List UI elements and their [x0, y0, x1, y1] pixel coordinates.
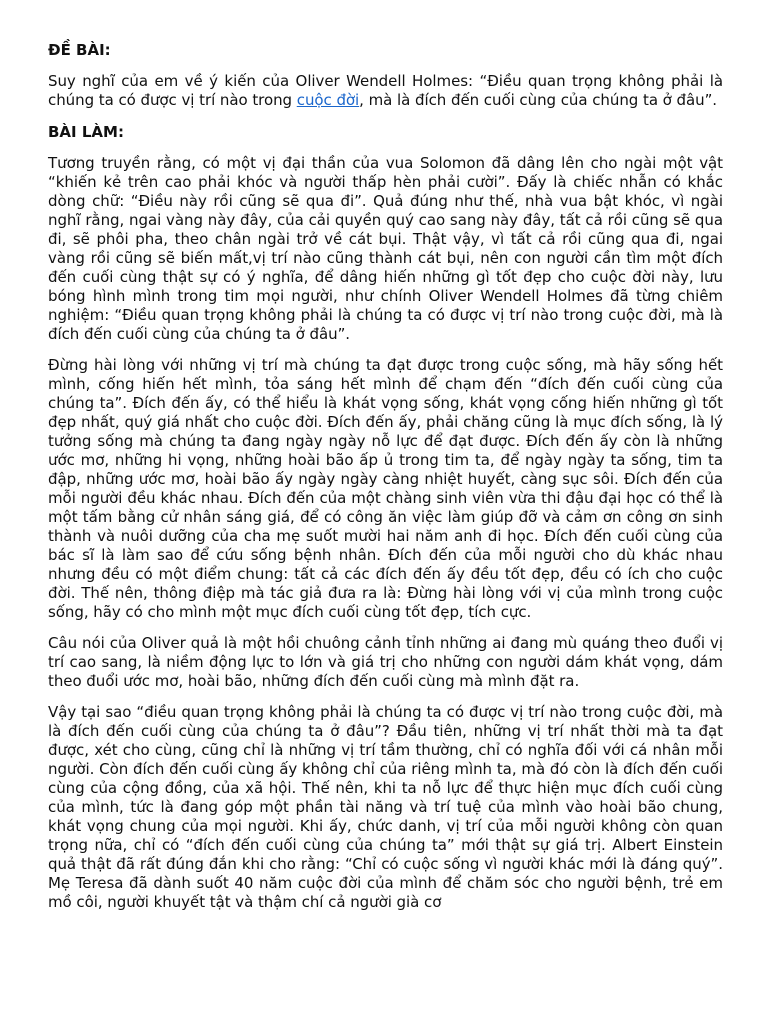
prompt-text-before-link: Suy nghĩ của em về ý kiến của Oliver Wendell Holmes: “Điều quan trọng không phải là chúng ta có được vị trí nào trong	[48, 72, 723, 109]
heading-de-bai: ĐỀ BÀI:	[48, 41, 111, 59]
prompt-text-after-link: , mà là đích đến cuối cùng của chúng ta ở đâu”.	[359, 91, 718, 109]
prompt-paragraph	[48, 72, 723, 110]
cuoc-doi-link[interactable]: cuộc đời	[296, 91, 360, 109]
essay-paragraph-1: Tương truyền rằng, có một vị đại thần của vua Solomon đã dâng lên cho ngài một vật “khiến kẻ trên cao phải khóc và người thấp hèn phải cười”. Đấy là chiếc nhẫn có khắc dòng chữ: “Điều này rồi cũng sẽ qua đi”. Quả đúng như thế, nhà vua bật khóc, vì ngài nghĩ rằng, ngai vàng này đây, của cải quyền quý cao sang này đây, tất cả rồi cũng sẽ qua đi, sẽ phôi pha, theo chân ngài trở về cát bụi. Thật vậy, vì tất cả rồi cũng qua đi, ngai vàng rồi cũng sẽ biến mất,vị trí nào cũng thành cát bụi, nên con người cần tìm một đích đến cuối cùng thật sự có ý nghĩa, để dâng hiến những gì tốt đẹp cho cuộc đời này, lưu bóng hình mình trong tim mọi người, như chính Oliver Wendell Holmes đã từng chiêm nghiệm: “Điều quan trọng không phải là chúng ta có được vị trí nào trong cuộc đời, mà là đích đến cuối cùng của chúng ta ở đâu”.	[48, 154, 723, 343]
essay-paragraph-3: Câu nói của Oliver quả là một hồi chuông cảnh tỉnh những ai đang mù quáng theo đuổi vị trí cao sang, là niềm động lực to lớn và giá trị cho những con người dám khát vọng, dám theo đuổi ước mơ, hoài bão, những đích đến cuối cùng mà mình đặt ra.	[48, 634, 723, 690]
heading-bai-lam: BÀI LÀM:	[48, 123, 124, 141]
essay-paragraph-4: Vậy tại sao “điều quan trọng không phải là chúng ta có được vị trí nào trong cuộc đời, mà là đích đến cuối cùng của chúng ta ở đâu”? Đầu tiên, những vị trí nhất thời mà ta đạt được, xét cho cùng, cũng chỉ là những vị trí tầm thường, chỉ có nghĩa đối với cá nhân mỗi người. Còn đích đến cuối cùng ấy không chỉ của riêng mình ta, mà đó còn là đích đến cuối cùng của cộng đồng, của xã hội. Thế nên, khi ta nỗ lực để thực hiện mục đích cuối cùng của mình, tức là đang góp một phần tài năng và trí tuệ của mình vào hoài bão chung, khát vọng chung của mọi người. Khi ấy, chức danh, vị trí của mỗi người không còn quan trọng nữa, chỉ có “đích đến cuối cùng của chúng ta” mới thật sự giá trị. Albert Einstein quả thật đã rất đúng đắn khi cho rằng: “Chỉ có cuộc sống vì người khác mới là đáng quý”. Mẹ Teresa đã dành suốt 40 năm cuộc đời của mình để chăm sóc cho người bệnh, trẻ em mồ côi, người khuyết tật và thậm chí cả người già cơ	[48, 703, 723, 911]
essay-paragraph-2: Đừng hài lòng với những vị trí mà chúng ta đạt được trong cuộc sống, mà hãy sống hết mình, cống hiến hết mình, tỏa sáng hết mình để chạm đến “đích đến cuối cùng của chúng ta”. Đích đến ấy, có thể hiểu là khát vọng sống, khát vọng cống hiến những gì tốt đẹp nhất, quý giá nhất cho cuộc đời. Đích đến ấy, phải chăng cũng là mục đích sống, là lý tưởng sống mà chúng ta đang ngày ngày nỗ lực để đạt được. Đích đến ấy còn là những ước mơ, những hi vọng, những hoài bão ấp ủ trong tim ta, để ngày ngày ta sống, tim ta đập, những ước mơ, hoài bão ấy ngày ngày càng nhiệt huyết, càng sục sôi. Đích đến của mỗi người đều khác nhau. Đích đến của một chàng sinh viên vừa thi đậu đại học có thể là một tấm bằng cử nhân sáng giá, để có công ăn việc làm giúp đỡ và cảm ơn công ơn sinh thành và nuôi dưỡng của cha mẹ suốt mười hai năm anh đi học. Đích đến cuối cùng của bác sĩ là làm sao để cứu sống bệnh nhân. Đích đến của mỗi người cho dù khác nhau nhưng đều có một điểm chung: tất cả các đích đến ấy đều tốt đẹp, đều có ích cho cuộc đời. Thế nên, thông điệp mà tác giả đưa ra là: Đừng hài lòng với vị của mình trong cuộc sống, hãy có cho mình một mục đích cuối cùng tốt đẹp, tích cực.	[48, 356, 723, 621]
